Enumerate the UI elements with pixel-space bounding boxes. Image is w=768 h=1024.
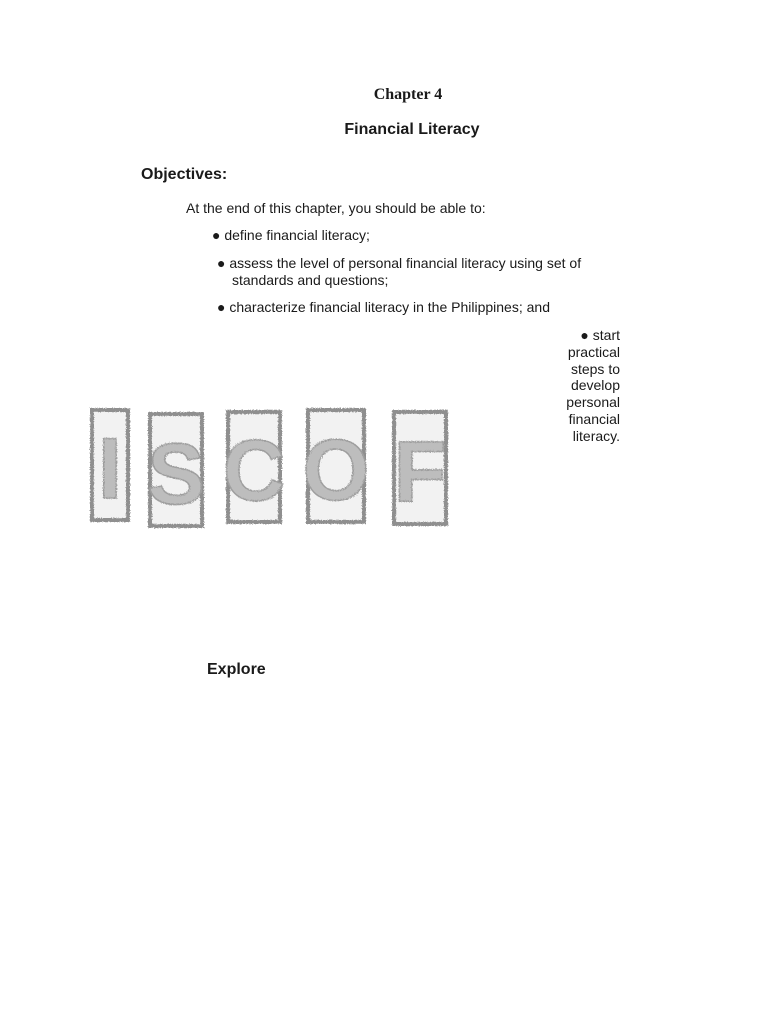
objective-line: practical	[567, 343, 620, 360]
bullet-marker: ●	[580, 327, 589, 343]
objective-item-3	[217, 299, 550, 316]
objective-text-continued: standards and questions;	[232, 272, 389, 288]
chapter-label: Chapter 4	[373, 86, 443, 103]
objective-line: steps to	[570, 360, 620, 377]
iscof-stamp-logo	[88, 404, 452, 532]
objective-line: literacy.	[572, 427, 620, 444]
bullet-marker: ●	[217, 299, 226, 315]
stamp-letter: S	[147, 426, 205, 523]
stamp-letter: I	[98, 421, 122, 517]
objective-line: financial	[568, 410, 620, 427]
objective-line: personal	[566, 394, 620, 411]
bullet-marker: ●	[212, 227, 221, 243]
stamp-letter: O	[302, 422, 370, 519]
bullet-marker: ●	[217, 255, 226, 271]
objective-line: develop	[570, 377, 620, 394]
objective-item-2	[217, 255, 637, 289]
objective-item-1	[212, 227, 370, 244]
chapter-title: Financial Literacy	[344, 121, 480, 138]
stamp-letter: C	[222, 423, 286, 519]
objective-text: define financial literacy;	[224, 227, 370, 243]
objectives-heading: Objectives:	[141, 166, 228, 183]
objective-text: characterize financial literacy in the Philippines; and	[229, 299, 550, 315]
objectives-intro: At the end of this chapter, you should be able to:	[186, 200, 486, 216]
objective-line: ● start	[580, 327, 620, 343]
objective-item-4	[530, 327, 620, 445]
objective-text: assess the level of personal financial literacy using set of	[229, 255, 582, 271]
explore-heading: Explore	[207, 661, 266, 678]
stamp-letter: F	[393, 424, 447, 521]
